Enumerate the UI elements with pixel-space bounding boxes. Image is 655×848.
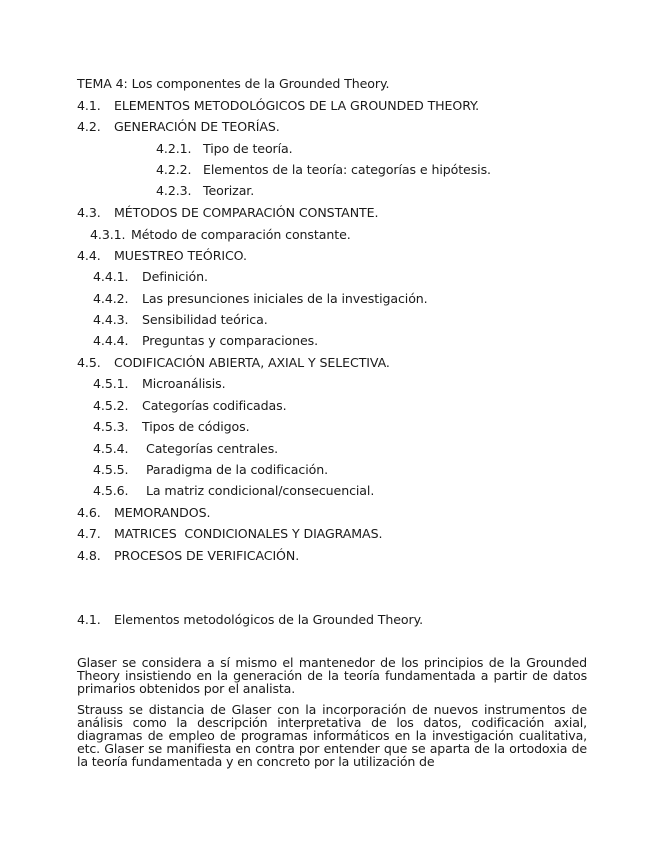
toc-item-text: MATRICES CONDICIONALES Y DIAGRAMAS. (114, 526, 383, 541)
toc-item-text: Categorías centrales. (146, 441, 279, 456)
toc-item-number: 4.5.3. (93, 419, 129, 434)
toc-item-number: 4.5. (77, 355, 101, 370)
toc-item-number: 4.5.1. (93, 376, 129, 391)
toc-item (77, 548, 299, 564)
toc-item-text: Paradigma de la codificación. (146, 462, 328, 477)
toc-item (77, 205, 378, 221)
toc-item-text: ELEMENTOS METODOLÓGICOS DE LA GROUNDED THEORY. (114, 98, 479, 113)
toc-item-number: 4.5.2. (93, 398, 129, 413)
toc-item-number: 4.4.4. (93, 333, 129, 348)
toc-item (77, 355, 390, 371)
toc-item-text: CODIFICACIÓN ABIERTA, AXIAL Y SELECTIVA. (114, 355, 390, 370)
toc-item-number: 4.8. (77, 548, 101, 563)
toc-title: TEMA 4: Los componentes de la Grounded Theory. (77, 76, 390, 91)
toc-item-text: La matriz condicional/consecuencial. (146, 483, 375, 498)
toc-item-number: 4.4. (77, 248, 101, 263)
toc-item-text: MUESTREO TEÓRICO. (114, 248, 247, 263)
toc-subitem (93, 419, 250, 435)
toc-item-number: 4.4.1. (93, 269, 129, 284)
toc-item-text: Microanálisis. (142, 376, 226, 391)
toc-item-number: 4.3. (77, 205, 101, 220)
toc-item-text: PROCESOS DE VERIFICACIÓN. (114, 548, 300, 563)
toc-subitem (90, 227, 351, 243)
section-number: 4.1. (77, 612, 101, 627)
toc-item-number: 4.2.3. (156, 183, 192, 198)
toc-subitem (93, 398, 287, 414)
toc-item-text: Teorizar. (203, 183, 255, 198)
toc-subitem (156, 141, 293, 157)
toc-subitem (93, 376, 226, 392)
toc-subitem (156, 162, 491, 178)
toc-item-number: 4.5.5. (93, 462, 129, 477)
toc-item-number: 4.4.3. (93, 312, 129, 327)
toc-item-text: Tipo de teoría. (203, 141, 293, 156)
toc-item-number: 4.5.6. (93, 483, 129, 498)
toc-item-text: Tipos de códigos. (142, 419, 250, 434)
toc-item-text: Preguntas y comparaciones. (142, 333, 318, 348)
toc-item-number: 4.2. (77, 119, 101, 134)
toc-item-text: Elementos de la teoría: categorías e hipótesis. (203, 162, 491, 177)
toc-item-number: 4.5.4. (93, 441, 129, 456)
toc-item-text: Categorías codificadas. (142, 398, 287, 413)
toc-item-text: Definición. (142, 269, 208, 284)
toc-item-number: 4.6. (77, 505, 101, 520)
toc-item-number: 4.3.1. (90, 227, 126, 242)
toc-subitem (93, 291, 428, 307)
toc-item-number: 4.2.1. (156, 141, 192, 156)
toc-item-text: Sensibilidad teórica. (142, 312, 268, 327)
toc-item (77, 119, 280, 135)
toc-item-text: MEMORANDOS. (114, 505, 211, 520)
toc-item (77, 505, 210, 521)
toc-item-text: MÉTODOS DE COMPARACIÓN CONSTANTE. (114, 205, 379, 220)
toc-subitem (93, 312, 268, 328)
toc-item-text: Método de comparación constante. (131, 227, 351, 242)
section-title: Elementos metodológicos de la Grounded Theory. (114, 612, 424, 627)
toc-item-number: 4.7. (77, 526, 101, 541)
section-heading (77, 612, 423, 628)
toc-item-text: Las presunciones iniciales de la investigación. (142, 291, 428, 306)
toc-item-number: 4.4.2. (93, 291, 129, 306)
toc-item-text: GENERACIÓN DE TEORÍAS. (114, 119, 280, 134)
toc-subitem (93, 333, 318, 349)
toc-item-number: 4.2.2. (156, 162, 192, 177)
toc-item (77, 248, 247, 264)
toc-item (77, 526, 382, 542)
toc-subitem (156, 183, 254, 199)
toc-subitem (93, 462, 328, 478)
toc-item-number: 4.1. (77, 98, 101, 113)
toc-subitem (93, 483, 374, 499)
toc-subitem (93, 441, 278, 457)
body-paragraph: Glaser se considera a sí mismo el mantenedor de los principios de la Grounded Theory insistiendo en la generación de la teoría fundamentada a partir de datos primarios obtenidos por el analista. (77, 655, 587, 696)
toc-subitem (93, 269, 208, 285)
toc-item (77, 98, 479, 114)
body-paragraph: Strauss se distancia de Glaser con la incorporación de nuevos instrumentos de análisis como la descripción interpretativa de los datos, codificación axial, diagramas de empleo de programas informáticos en la investigación cualitativa, etc. Glaser se manifiesta en contra por entender que se aparta de la ortodoxia de la teoría fundamentada y en concreto por la utilización de (77, 702, 587, 769)
